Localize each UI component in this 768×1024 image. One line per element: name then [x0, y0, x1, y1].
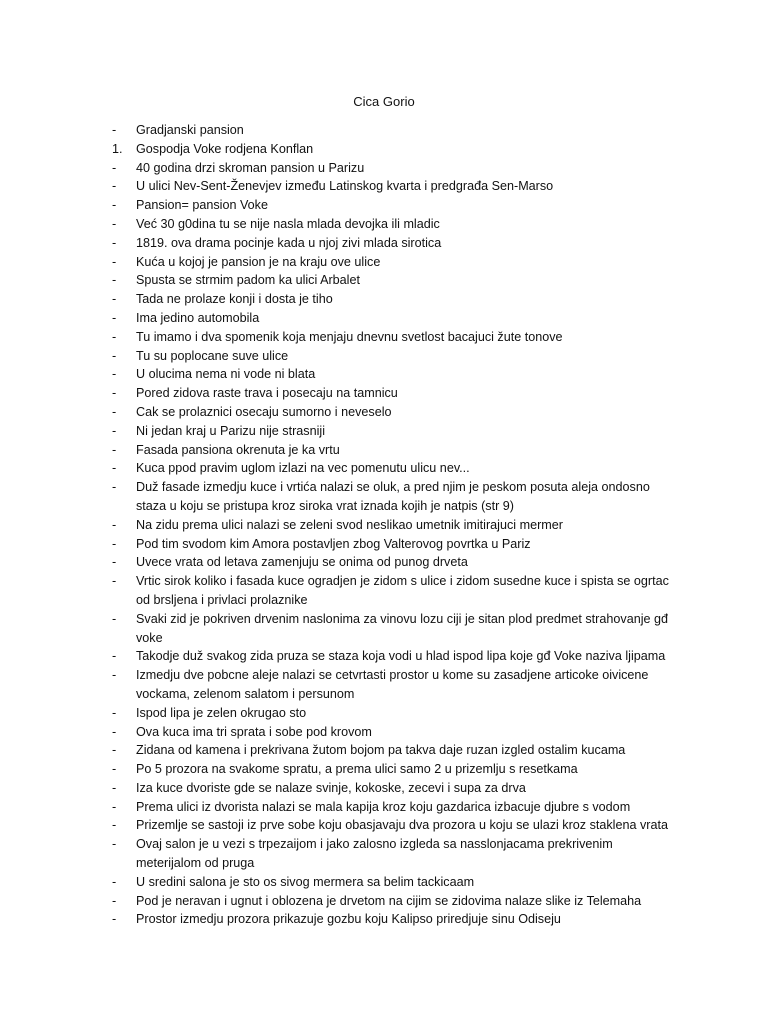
list-item: [112, 478, 672, 516]
list-item: [112, 516, 672, 535]
list-item: [112, 535, 672, 554]
list-item: [112, 328, 672, 347]
list-item: [112, 140, 672, 159]
list-item-text: Tada ne prolaze konji i dosta je tiho: [136, 292, 333, 307]
list-item-marker: -: [112, 160, 117, 175]
list-item-text: Takodje duž svakog zida pruza se staza koja vodi u hlad ispod lipa koje gđ Voke naziva ljipama: [136, 649, 666, 664]
list-item-marker: -: [112, 292, 117, 307]
list-item-marker: -: [112, 818, 117, 833]
list-item: [112, 741, 672, 760]
list-item-text: Cak se prolaznici osecaju sumorno i neveselo: [136, 404, 392, 419]
list-item-marker: -: [112, 837, 117, 852]
list-item: [112, 309, 672, 328]
list-item-text: Spusta se strmim padom ka ulici Arbalet: [136, 273, 360, 288]
list-item-marker: -: [112, 799, 117, 814]
list-item: [112, 910, 672, 929]
list-item-marker: -: [112, 179, 117, 194]
list-item-marker: -: [112, 611, 117, 626]
list-item: [112, 723, 672, 742]
list-item: [112, 234, 672, 253]
list-item-marker: -: [112, 912, 117, 927]
list-item-text: Ovaj salon je u vezi s trpezaijom i jako zalosno izgleda sa nasslonjacama prekrivenim meterijalom od pruga: [136, 837, 613, 871]
document-title: Cica Gorio: [353, 94, 415, 109]
list-item: [112, 290, 672, 309]
list-item: [112, 196, 672, 215]
list-item-text: Pored zidova raste trava i posecaju na tamnicu: [136, 386, 398, 401]
list-item-marker: -: [112, 874, 117, 889]
list-item-text: Prema ulici iz dvorista nalazi se mala kapija kroz koju gazdarica izbacuje djubre s vodom: [136, 799, 631, 814]
list-item-text: Kuca ppod pravim uglom izlazi na vec pomenutu ulicu nev...: [136, 461, 470, 476]
list-item-marker: -: [112, 536, 117, 551]
list-item-marker: -: [112, 668, 117, 683]
list-item-text: Zidana od kamena i prekrivana žutom bojom pa takva daje ruzan izgled ostalim kucama: [136, 743, 626, 758]
list-item-marker: -: [112, 310, 117, 325]
list-item-marker: -: [112, 517, 117, 532]
list-item-text: 1819. ova drama pocinje kada u njoj zivi mlada sirotica: [136, 235, 442, 250]
list-item-text: Tu su poplocane suve ulice: [136, 348, 289, 363]
list-item-marker: -: [112, 555, 117, 570]
list-item-marker: -: [112, 329, 117, 344]
list-item: [112, 553, 672, 572]
list-item-marker: -: [112, 348, 117, 363]
list-item: [112, 215, 672, 234]
list-item: [112, 271, 672, 290]
list-item: [112, 441, 672, 460]
list-item-text: Uvece vrata od letava zamenjuju se onima od punog drveta: [136, 555, 468, 570]
list-item-text: 40 godina drzi skroman pansion u Parizu: [136, 160, 365, 175]
list-item-text: Svaki zid je pokriven drvenim naslonima za vinovu lozu ciji je sitan plod predmet strahovanje gđ voke: [136, 611, 669, 645]
list-item-marker: -: [112, 480, 117, 495]
list-item-text: U sredini salona je sto os sivog mermera sa belim tackicaam: [136, 874, 475, 889]
list-item-text: Izmedju dve pobcne aleje nalazi se cetvrtasti prostor u kome su zasadjene articoke oivicene vockama, zelenom salatom i persunom: [136, 668, 649, 701]
bullet-list: [112, 121, 672, 929]
list-item-text: U olucima nema ni vode ni blata: [136, 367, 316, 382]
list-item-text: Ni jedan kraj u Parizu nije strasniji: [136, 423, 325, 438]
list-item-text: Fasada pansiona okrenuta je ka vrtu: [136, 442, 340, 457]
list-item: [112, 798, 672, 817]
list-item: [112, 253, 672, 272]
list-item-text: Duž fasade izmedju kuce i vrtića nalazi se oluk, a pred njim je peskom posuta aleja ondosno staza u koju se pristupa kroz siroka vrat iznada kojih je natpis (str 9): [136, 480, 650, 513]
list-item-text: Po 5 prozora na svakome spratu, a prema ulici samo 2 u prizemlju s resetkama: [136, 762, 578, 777]
list-item: [112, 873, 672, 892]
list-item: [112, 892, 672, 911]
list-item-text: Iza kuce dvoriste gde se nalaze svinje, kokoske, zecevi i supa za drva: [136, 780, 526, 795]
list-item-marker: -: [112, 893, 117, 908]
list-item: [112, 610, 672, 648]
list-item-text: U ulici Nev-Sent-Ženevjev između Latinskog kvarta i predgrađa Sen-Marso: [136, 179, 554, 194]
list-item-marker: -: [112, 235, 117, 250]
list-item: [112, 365, 672, 384]
list-item-marker: -: [112, 705, 117, 720]
list-item-text: Gradjanski pansion: [136, 123, 244, 137]
list-item-text: Pod tim svodom kim Amora postavljen zbog Valterovog povrtka u Pariz: [136, 536, 531, 551]
list-item-text: Pansion= pansion Voke: [136, 198, 268, 213]
list-item: [112, 459, 672, 478]
list-item: [112, 779, 672, 798]
list-item-marker: -: [112, 762, 117, 777]
list-item-text: Već 30 g0dina tu se nije nasla mlada devojka ili mladic: [136, 216, 440, 231]
list-item-text: Ima jedino automobila: [136, 310, 260, 325]
list-item-marker: -: [112, 404, 117, 419]
list-item: [112, 835, 672, 873]
list-item-marker: -: [112, 386, 117, 401]
list-item-text: Kuća u kojoj je pansion je na kraju ove ulice: [136, 254, 381, 269]
list-item-marker: -: [112, 649, 117, 664]
list-item: [112, 666, 672, 704]
list-item: [112, 177, 672, 196]
list-item-text: Prizemlje se sastoji iz prve sobe koju obasjavaju dva prozora u koju se ulazi kroz staklena vrata: [136, 818, 668, 833]
list-item-marker: -: [112, 254, 117, 269]
list-item-marker: -: [112, 198, 117, 213]
list-item: [112, 760, 672, 779]
list-item: [112, 159, 672, 178]
list-item-marker: -: [112, 724, 117, 739]
list-item-marker: -: [112, 461, 117, 476]
list-item: [112, 347, 672, 366]
list-item-text: Vrtic sirok koliko i fasada kuce ogradjen je zidom s ulice i zidom susedne kuce i spista se ogrtac od brsljena i privlaci prolaznike: [136, 574, 669, 607]
list-item: [112, 572, 672, 610]
list-item-text: Prostor izmedju prozora prikazuje gozbu koju Kalipso priredjuje sinu Odiseju: [136, 912, 561, 927]
list-item-text: Ova kuca ima tri sprata i sobe pod krovom: [136, 724, 372, 739]
list-item-marker: -: [112, 442, 117, 457]
list-item-text: Ispod lipa je zelen okrugao sto: [136, 705, 307, 720]
list-item-marker: -: [112, 367, 117, 382]
list-item: [112, 403, 672, 422]
list-item-marker: -: [112, 423, 117, 438]
list-item-marker: -: [112, 574, 117, 589]
list-item-marker: -: [112, 780, 117, 795]
list-item-text: Gospodja Voke rodjena Konflan: [136, 141, 314, 156]
list-item: [112, 121, 672, 140]
list-item-marker: -: [112, 273, 117, 288]
list-item-marker: -: [112, 743, 117, 758]
list-item: [112, 384, 672, 403]
list-item-marker: -: [112, 123, 117, 137]
list-item: [112, 816, 672, 835]
list-item-text: Na zidu prema ulici nalazi se zeleni svod neslikao umetnik imitirajuci mermer: [136, 517, 563, 532]
list-item-text: Tu imamo i dva spomenik koja menjaju dnevnu svetlost bacajuci žute tonove: [136, 329, 563, 344]
list-item-marker: -: [112, 216, 117, 231]
list-item: [112, 704, 672, 723]
list-item: [112, 422, 672, 441]
list-item: [112, 647, 672, 666]
list-item-marker: 1.: [112, 141, 123, 156]
list-item-text: Pod je neravan i ugnut i oblozena je drvetom na cijim se zidovima nalaze slike iz Telemaha: [136, 893, 642, 908]
